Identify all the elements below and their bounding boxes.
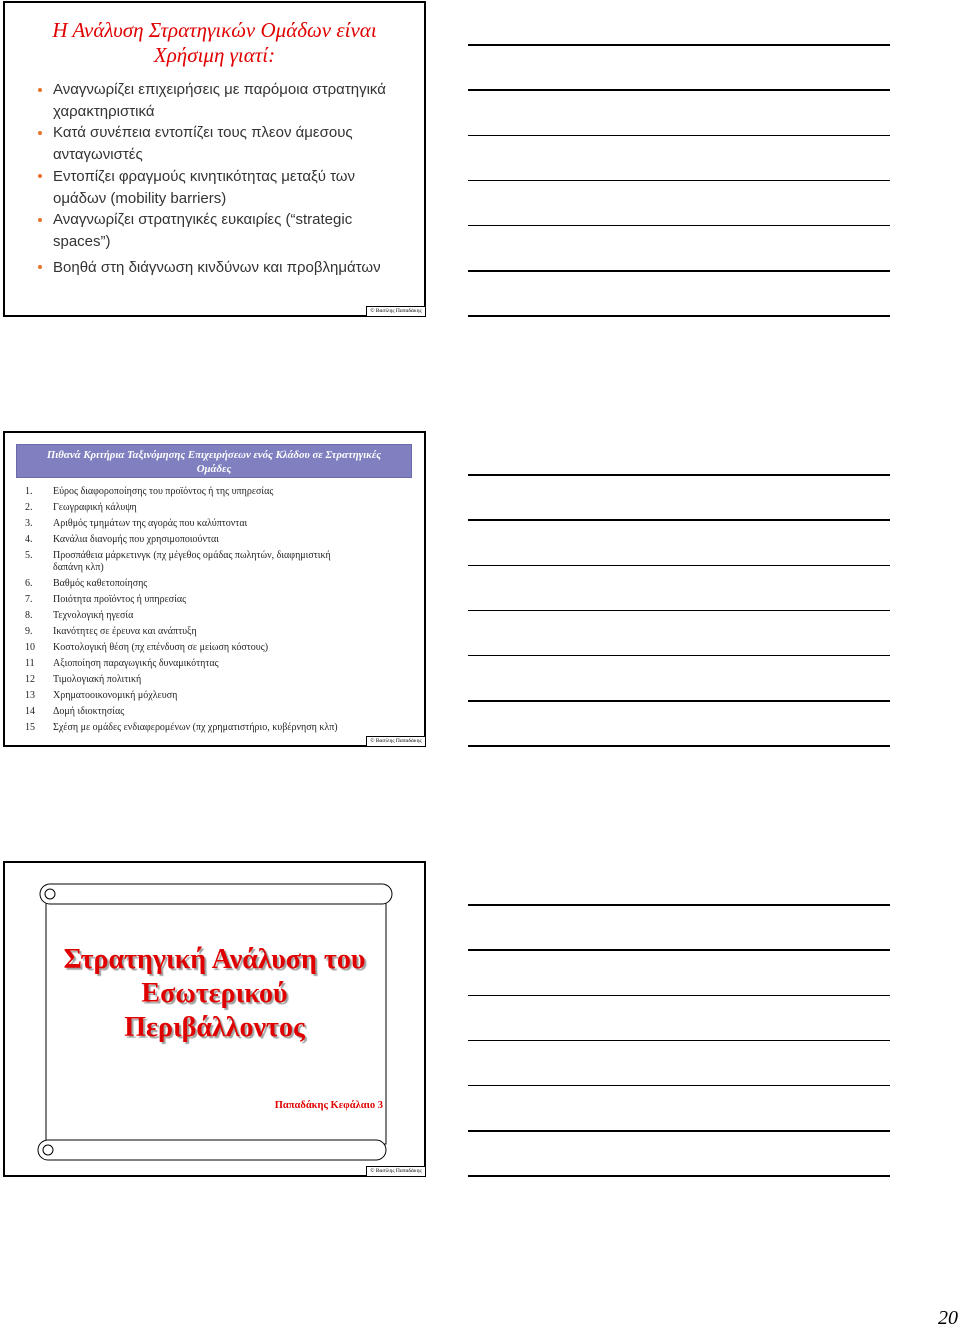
bullet-text-line: χαρακτηριστικά [53,102,155,120]
item-text-line: Χρηματοοικονομική μόχλευση [53,690,178,701]
item-text-line: Τιμολογιακή πολιτική [53,674,142,685]
criteria-item [25,722,338,734]
page-number: 20 [938,1307,958,1329]
note-line [468,270,890,272]
bullet-text-line: Αναγνωρίζει επιχειρήσεις με παρόμοια στρατηγικά [53,81,386,98]
criteria-item [25,706,338,718]
scroll-bottom-curl [43,1145,53,1155]
slide-subtitle: Παπαδάκης Κεφάλαιο 3 [274,1100,383,1111]
item-text-line: Τεχνολογική ηγεσία [53,610,134,621]
item-number: 3. [25,518,33,529]
bullet-icon [38,88,42,92]
note-line [468,610,890,612]
criteria-item [25,642,338,654]
note-line [468,1040,890,1042]
item-number: 15 [25,722,35,733]
criteria-item [25,486,338,498]
item-text-line: Αριθμός τμημάτων της αγοράς που καλύπτονται [53,518,248,529]
copyright-label: © Βασίλης Παπαδάκης [366,1166,426,1177]
bullet-text-line: Εντοπίζει φραγμούς κινητικότητας μεταξύ των [53,167,355,185]
item-number: 2. [25,502,33,513]
item-number: 4. [25,534,33,545]
note-line [468,1085,890,1087]
item-text-line: Ποιότητα προϊόντος ή υπηρεσίας [53,594,187,605]
bullet-item [38,209,386,252]
bullet-text-line: Αναγνωρίζει στρατηγικές ευκαιρίες (“strategic [53,211,353,229]
scroll-top-roll [40,884,392,904]
item-number: 9. [25,626,33,637]
note-line [468,315,890,317]
criteria-item [25,594,338,606]
criteria-item [25,626,338,638]
slide-title-line: Η Ανάλυση Στρατηγικών Ομάδων είναι [52,18,377,42]
slide-classification-criteria [3,431,426,747]
criteria-item [25,690,338,702]
note-line [468,135,890,137]
item-text-line: Κοστολογική θέση (πχ επένδυση σε μείωση κόστους) [53,642,269,653]
slide-title-line: Εσωτερικού [141,978,288,1009]
bullet-item [38,257,386,279]
item-number: 13 [25,690,35,701]
note-line [468,474,890,476]
bullet-text-line: spaces”) [53,232,111,250]
note-line [468,995,890,997]
bullet-item [38,79,386,122]
slide-title [5,18,424,68]
slide-title-line: Χρήσιμη γιατί: [153,43,276,67]
item-text-line: Εύρος διαφοροποίησης του προϊόντος ή της υπηρεσίας [53,486,274,497]
item-number: 10 [25,642,35,653]
criteria-list [25,486,338,738]
item-number: 1. [25,486,33,497]
note-line [468,745,890,747]
item-text-line: Αξιοποίηση παραγωγικής δυναμικότητας [53,658,219,669]
criteria-item [25,674,338,686]
criteria-item [25,534,338,546]
slide-strategic-groups-usefulness [3,1,426,317]
slide-title-line: Περιβάλλοντος [124,1012,305,1043]
item-text-line: Βαθμός καθετοποίησης [53,578,148,589]
item-text-line: Προσπάθεια μάρκετινγκ (πχ μέγεθος ομάδας πωλητών, διαφημιστική [53,550,331,561]
note-line [468,1175,890,1177]
item-text-line: Κανάλια διανομής που χρησιμοποιούνται [53,534,219,545]
bullet-icon [38,218,42,222]
slide-title-bar [16,444,412,478]
bullet-icon [38,131,42,135]
bullet-item [38,122,386,165]
item-text-line: Δομή ιδιοκτησίας [53,706,125,717]
note-line [468,949,890,951]
criteria-item [25,518,338,530]
note-line [468,44,890,46]
item-number: 8. [25,610,33,621]
criteria-item [25,578,338,590]
slide-title-line: Ομάδες [196,463,232,475]
bullet-icon [38,174,42,178]
bullet-text-line: ομάδων (mobility barriers) [53,189,227,207]
note-line [468,1130,890,1132]
copyright-label: © Βασίλης Παπαδάκης [366,736,426,747]
note-line [468,180,890,182]
item-text-line: Σχέση με ομάδες ενδιαφερομένων (πχ χρηματιστήριο, κυβέρνηση κλπ) [53,722,338,733]
scroll-top-curl [45,889,55,899]
criteria-item [25,610,338,622]
item-number: 7. [25,594,33,605]
criteria-item [25,658,338,670]
note-line [468,519,890,521]
note-line [468,89,890,91]
item-text-line: Ικανότητες σε έρευνα και ανάπτυξη [53,626,197,637]
bullet-icon [38,265,42,269]
item-text-line: Γεωγραφική κάλυψη [53,502,137,513]
bullet-text-line: Κατά συνέπεια εντοπίζει τους πλεον άμεσους [53,124,353,142]
bullet-text-line: ανταγωνιστές [53,146,143,164]
bullet-list [38,79,386,278]
criteria-item [25,502,338,514]
item-number: 6. [25,578,33,589]
item-number: 11 [25,658,35,669]
bullet-item [38,166,386,209]
note-line [468,565,890,567]
bullet-text-line: Βοηθά στη διάγνωση κινδύνων και προβλημάτων [53,258,381,276]
slide-title-line: Πιθανά Κριτήρια Ταξινόμησης Επιχειρήσεων ενός Κλάδου σε Στρατηγικές [46,449,382,461]
note-line [468,225,890,227]
slide-internal-environment-title [3,861,426,1177]
note-line [468,700,890,702]
slide-title [5,943,424,1045]
slide-title-line: Στρατηγική Ανάλυση του [63,944,366,975]
criteria-item [25,550,338,574]
item-number: 5. [25,550,33,561]
note-line [468,904,890,906]
item-text-line: δαπάνη κλπ) [53,562,104,573]
note-line [468,655,890,657]
item-number: 14 [25,706,35,717]
item-number: 12 [25,674,35,685]
copyright-label: © Βασίλης Παπαδάκης [366,306,426,317]
scroll-bottom-roll [38,1140,386,1160]
